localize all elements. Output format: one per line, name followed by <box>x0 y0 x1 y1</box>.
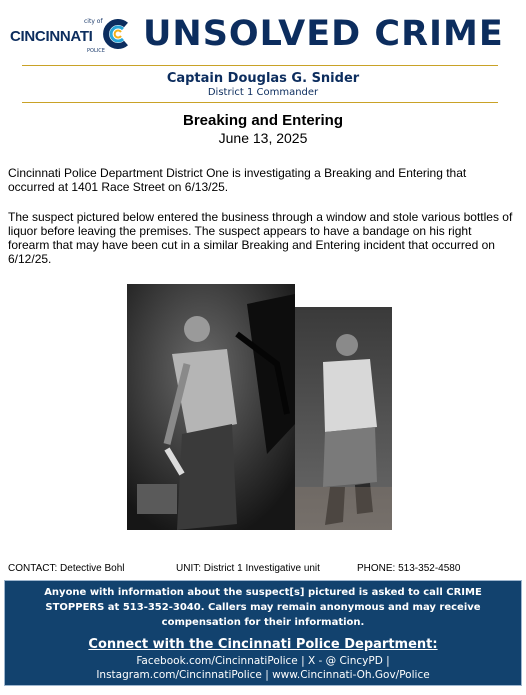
surveillance-photo-back <box>295 307 392 530</box>
commander-name: Captain Douglas G. Snider <box>166 71 360 86</box>
contact-phone: PHONE: 513-352-4580 <box>357 563 461 574</box>
logo-city-of: city of <box>84 18 103 25</box>
logo-name: CINCINNATI <box>10 28 93 45</box>
footer-banner <box>4 580 522 686</box>
contact-detective: CONTACT: Detective Bohl <box>8 563 125 574</box>
logo-c-emblem-icon <box>100 18 132 50</box>
bottom-divider <box>22 102 498 103</box>
crime-stoppers-message: Anyone with information about the suspect[s] pictured is asked to call CRIME STOPPERS at 513-352-3040. Callers may remain anonymous and may receive compensation for their information. <box>44 587 482 628</box>
connect-heading: Connect with the Cincinnati Police Department: <box>88 637 438 652</box>
incident-title: Breaking and Entering <box>182 112 344 129</box>
logo-police: POLICE <box>87 48 105 54</box>
surveillance-photo-front <box>127 284 295 530</box>
commander-role: District 1 Commander <box>207 87 319 98</box>
paragraph-2: The suspect pictured below entered the business through a window and stole various bottles of liquor before leaving the premises. The suspect appears to have a bandage on his right forearm that may have been cut in a similar Breaking and Entering incident that occurred on 6/12/25. <box>8 210 513 266</box>
headline: UNSOLVED CRIME <box>143 14 504 54</box>
social-links-line-1[interactable]: Facebook.com/CincinnatiPolice | X - @ CincyPD | <box>136 655 390 667</box>
paragraph-1: Cincinnati Police Department District One is investigating a Breaking and Entering that occurred at 1401 Race Street on 6/13/25. <box>8 166 467 194</box>
contact-unit: UNIT: District 1 Investigative unit <box>176 563 320 574</box>
cincinnati-police-logo <box>10 16 130 56</box>
header <box>0 0 526 66</box>
incident-date: June 13, 2025 <box>218 130 308 146</box>
top-divider <box>22 65 498 66</box>
social-links-line-2[interactable]: Instagram.com/CincinnatiPolice | www.Cincinnati-Oh.Gov/Police <box>96 669 430 681</box>
